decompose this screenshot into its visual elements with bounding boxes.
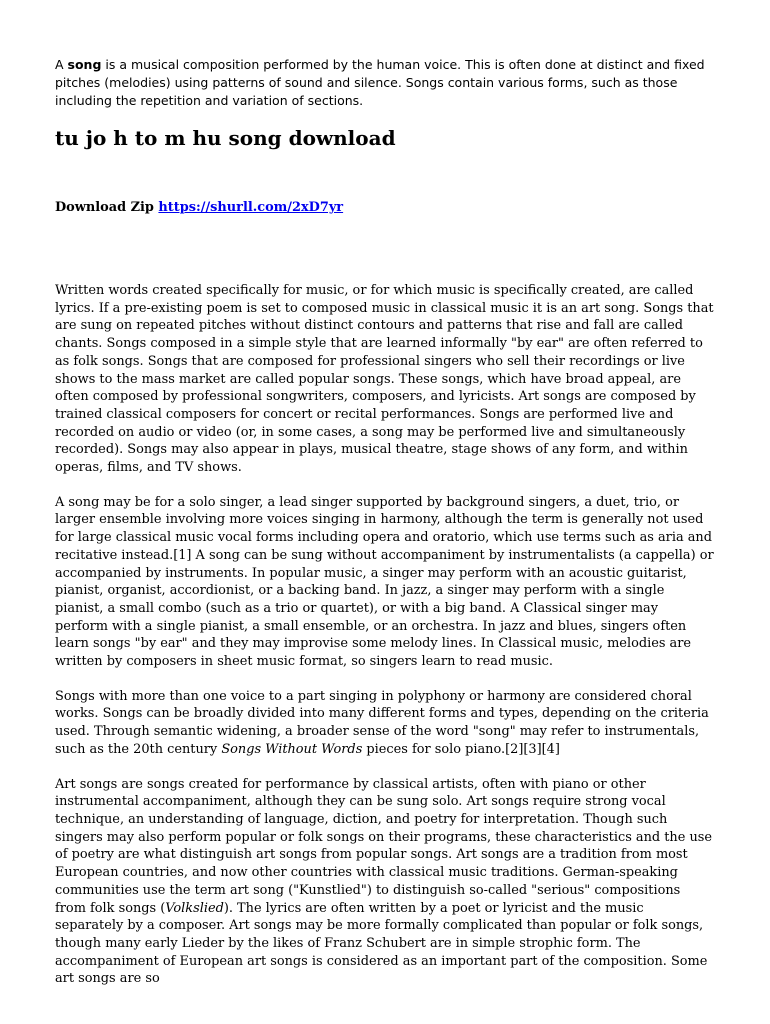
paragraph-art-songs-text-a: Art songs are songs created for performance by classical artists, often with piano or other instrumental accompaniment, although they can be sung solo. Art songs require strong vocal technique, an understanding of language, diction, and poetry for interpretation. Though such singers may also perform popular or folk songs on their programs, these characteristics and the use of poetry are what distinguish art songs from popular songs. Art songs are a tradition from most European countries, and now other countries with classical music traditions. German-speaking communities use the term art song ("Kunstlied") to distinguish so-called "serious" compositions from folk songs (: [55, 776, 713, 916]
paragraph-choral-text-a: Songs with more than one voice to a part singing in polyphony or harmony are considered choral works. Songs can be broadly divided into many different forms and types, depending on the criteria used. Through semantic widening, a broader sense of the word "song" may refer to instrumentals, such as the 20th century: [55, 688, 709, 757]
download-line: [55, 199, 343, 217]
paragraph-choral: [55, 688, 715, 759]
paragraph-choral-text-b: pieces for solo piano.[2][3][4]: [362, 741, 560, 757]
paragraph-art-songs-italic: Volkslied: [165, 900, 224, 916]
paragraph-art-songs-text-b: ). The lyrics are often written by a poet or lyricist and the music separately by a composer. Art songs may be more formally complicated than popular or folk songs, though many early Lieder by the likes of Franz Schubert are in simple strophic form. The accompaniment of European art songs is considered as an important part of the composition. Some art songs are so: [55, 900, 708, 987]
intro-term: song: [67, 57, 102, 72]
paragraph-lyrics: Written words created specifically for music, or for which music is specifically created, are called lyrics. If a pre-existing poem is set to composed music in classical music it is an art song. Songs that are sung on repeated pitches without distinct contours and patterns that rise and fall are called chants. Songs composed in a simple style that are learned informally "by ear" are often referred to as folk songs. Songs that are composed for professional singers who sell their recordings or live shows to the mass market are called popular songs. These songs, which have broad appeal, are often composed by professional songwriters, composers, and lyricists. Art songs are composed by trained classical composers for concert or recital performances. Songs are performed live and recorded on audio or video (or, in some cases, a song may be performed live and simultaneously recorded). Songs may also appear in plays, musical theatre, stage shows of any form, and within operas, films, and TV shows.: [55, 283, 714, 476]
document-page: [55, 56, 715, 987]
intro-prefix: A: [55, 57, 68, 72]
intro-text: is a musical composition performed by the human voice. This is often done at distinct and fixed pitches (melodies) using patterns of sound and silence. Songs contain various forms, such as those including the repetition and variation of sections.: [55, 57, 705, 108]
intro-paragraph: [55, 56, 715, 110]
download-label: Download Zip: [55, 200, 154, 215]
paragraph-choral-italic: Songs Without Words: [221, 741, 363, 757]
page-title: tu jo h to m hu song download: [55, 126, 396, 150]
download-link[interactable]: https://shurll.com/2xD7yr: [158, 200, 344, 215]
paragraph-art-songs: [55, 776, 715, 988]
article-body: [55, 282, 715, 1005]
paragraph-performers: A song may be for a solo singer, a lead singer supported by background singers, a duet, trio, or larger ensemble involving more voices singing in harmony, although the term is generally not used for large classical music vocal forms including opera and oratorio, which use terms such as aria and recitative instead.[1] A song can be sung without accompaniment by instrumentalists (a cappella) or accompanied by instruments. In popular music, a singer may perform with an acoustic guitarist, pianist, organist, accordionist, or a backing band. In jazz, a singer may perform with a single pianist, a small combo (such as a trio or quartet), or with a big band. A Classical singer may perform with a single pianist, a small ensemble, or an orchestra. In jazz and blues, singers often learn songs "by ear" and they may improvise some melody lines. In Classical music, melodies are written by composers in sheet music format, so singers learn to read music.: [55, 494, 714, 670]
